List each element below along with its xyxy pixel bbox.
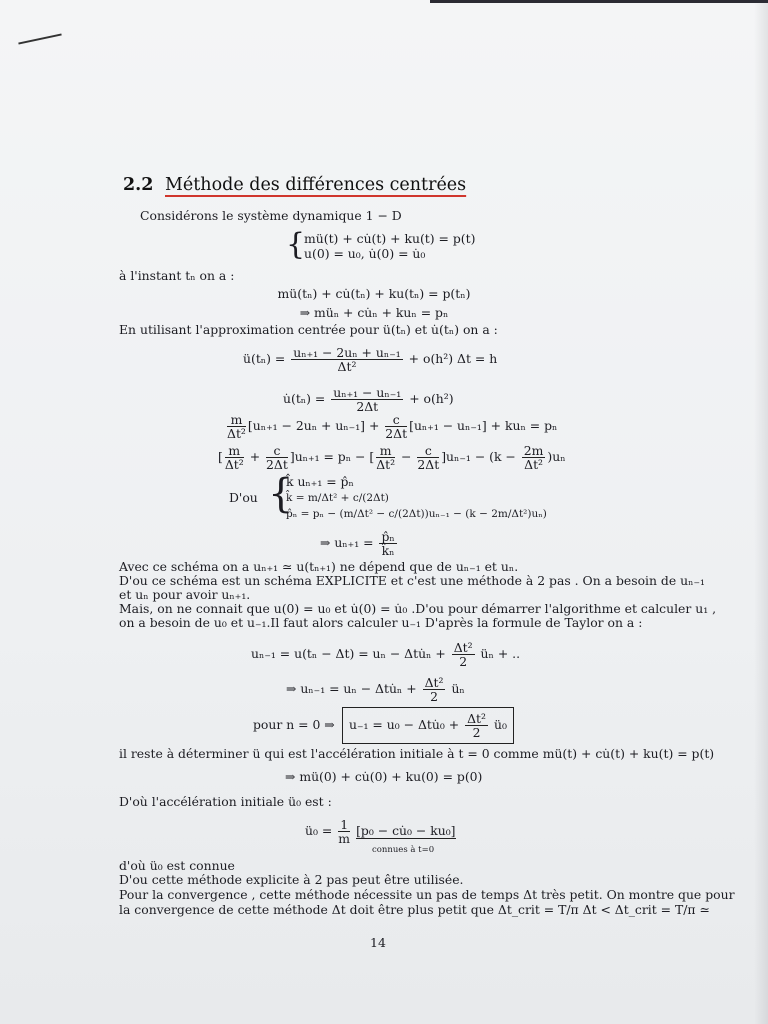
boxed-result: u₋₁ = u₀ − Δtu̇₀ + $\frac{\text{Δt²}}{2}$ ü₀ [342,707,514,744]
text-label: D'ou [229,490,258,505]
section-heading [123,175,466,195]
paragraph-line: on a besoin de u₀ et u₋₁.Il faut alors calculer u₋₁ D'après la formule de Taylor on a : [119,615,643,630]
velocity-formula: u̇(tₙ) = $\frac{\text{uₙ₊₁ − uₙ₋₁}}{2\Delta t}$ + o(h²) [283,385,454,414]
equation: mü(tₙ) + cu̇(tₙ) + ku(tₙ) = p(tₙ) [277,286,471,301]
system-brace: { [286,227,306,262]
equation: ⇒ müₙ + cu̇ₙ + kuₙ = pₙ [299,305,449,320]
discretized-equation: $\frac{m}{\text{Δt²}}$ [uₙ₊₁ − 2uₙ + uₙ₋₁] + $\frac{c}{2\Delta t}$ [uₙ₊₁ − uₙ₋₁] + kuₙ = pₙ [227,412,558,441]
paragraph-line: Avec ce schéma on a uₙ₊₁ ≃ u(tₙ₊₁) ne dépend que de uₙ₋₁ et uₙ. [119,559,519,574]
paragraph-line: Pour la convergence , cette méthode nécessite un pas de temps Δt très petit. On montre que pour [119,887,735,902]
paragraph-line: et uₙ pour avoir uₙ₊₁. [119,587,251,602]
section-number: 2.2 [123,175,154,195]
paragraph-line: la convergence de cette méthode Δt doit être plus petit que Δt_crit = T/π Δt < Δt_crit = T/π ≃ [119,902,710,917]
initial-condition-line: pour n = 0 ⇒ [253,717,335,732]
paragraph-line: d'où ü₀ est connue [119,858,235,873]
equation: ⇒ mü(0) + cu̇(0) + ku(0) = p(0) [285,769,483,784]
acceleration-formula: ü(tₙ) = $\frac{\text{uₙ₊₁ − 2uₙ + uₙ₋₁}}{\text{Δt²}}$ + o(h²) Δt = h [243,345,498,374]
taylor-expansion: uₙ₋₁ = u(tₙ − Δt) = uₙ − Δtu̇ₙ + $\frac{\text{Δt²}}{2}$ üₙ + .. [251,640,521,669]
system-eq-1: mü(t) + cu̇(t) + ku(t) = p(t) [304,231,476,246]
definition-line: p̂ₙ = pₙ − (m/Δt² − c/(2Δt))uₙ₋₁ − (k − 2m/Δt²)uₙ) [286,508,547,520]
pen-mark [18,33,61,44]
system-eq-2: u(0) = u₀, u̇(0) = u̇₀ [304,246,426,261]
paragraph-line: Mais, on ne connait que u(0) = u₀ et u̇(0) = u̇₀ .D'ou pour démarrer l'algorithme et calculer u₁ , [119,601,717,616]
text-line: à l'instant tₙ on a : [119,268,235,283]
page-number: 14 [370,935,386,950]
intro-line: Considérons le système dynamique 1 − D [140,208,402,223]
paragraph-line: D'ou ce schéma est un schéma EXPLICITE et c'est une méthode à 2 pas . On a besoin de uₙ₋₁ [119,573,705,588]
scan-border-line [430,0,768,3]
initial-acceleration-formula: ü₀ = $\frac{1}{m}$ [p₀ − cu̇₀ − ku₀] [305,817,456,846]
paragraph-line: il reste à déterminer ü qui est l'accélération initiale à t = 0 comme mü(t) + cu̇(t) + ku(t) = p(t) [119,746,715,761]
paragraph-line: D'où l'accélération initiale ü₀ est : [119,794,332,809]
definition-brace: { [268,471,294,517]
definition-line: k̂ = m/Δt² + c/(2Δt) [286,492,389,504]
update-formula: ⇒ uₙ₊₁ = $\frac{\text{p̂ₙ}}{\text{k̂ₙ}}$ [320,529,395,558]
scan-edge-shadow [754,0,768,1024]
text-line: En utilisant l'approximation centrée pour ü(tₙ) et u̇(tₙ) on a : [119,322,498,337]
section-title: Méthode des différences centrées [165,175,467,195]
taylor-truncated: ⇒ uₙ₋₁ = uₙ − Δtu̇ₙ + $\frac{\text{Δt²}}{2}$ üₙ [286,675,465,704]
definition-line: k̂ uₙ₊₁ = p̂ₙ [286,474,354,489]
grouped-equation: [ $\frac{m}{\text{Δt²}}$ + $\frac{c}{2\Delta t}$ ]uₙ₊₁ = pₙ − [ $\frac{m}{\text{Δt²}}$ − $\frac{c}{2\Delta t}$ ]uₙ₋₁ − (k − $\frac{2m}{\text{Δt²}}$ )uₙ [218,443,566,472]
underbrace-note: connues à t=0 [372,845,435,855]
paragraph-line: D'ou cette méthode explicite à 2 pas peut être utilisée. [119,872,464,887]
